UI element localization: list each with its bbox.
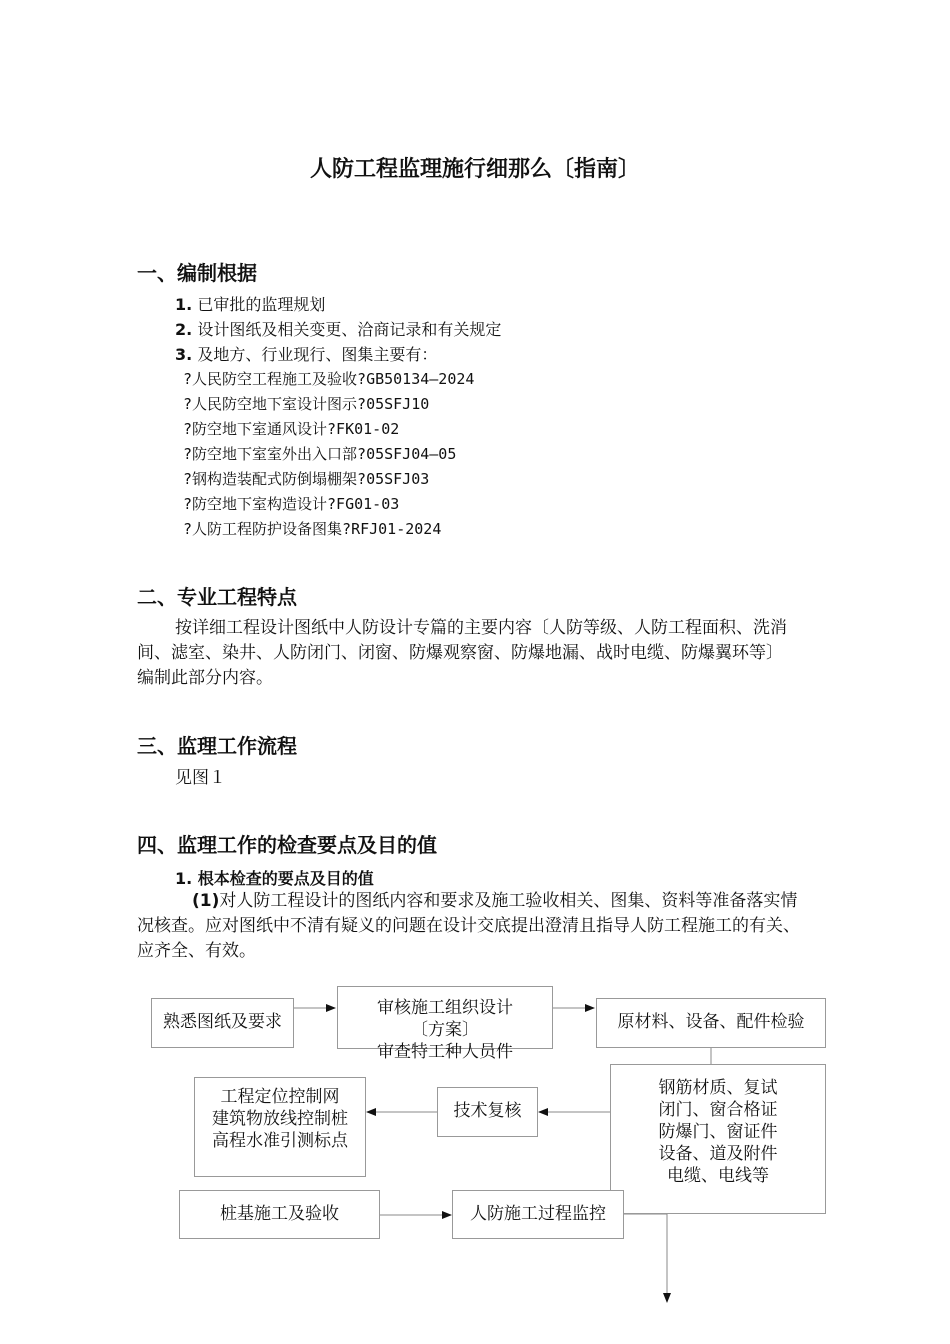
standard-item: ?人防工程防护设备图集?RFJ01-2024 — [183, 520, 442, 538]
section-heading-workflow: 三、监理工作流程 — [137, 734, 297, 758]
flow-box-material-inspection — [596, 998, 826, 1048]
flow-box-label: 闭门、窗合格证 — [658, 1100, 778, 1120]
subsection-heading: 1. 根本检查的要点及目的值 — [175, 869, 374, 888]
flow-box-process-monitoring — [452, 1190, 624, 1239]
paragraph-text: 对人防工程设计的图纸内容和要求及施工验收相关、图集、资料等准备落实情况核查。应对图纸中不清有疑义的问题在设计交底提出澄清且指导人防工程施工的有关、应齐全、有效。 — [137, 891, 800, 961]
page-title: 人防工程监理施行细那么〔指南〕 — [309, 157, 640, 182]
section-heading-checkpoints: 四、监理工作的检查要点及目的值 — [137, 833, 437, 857]
flow-box-study-drawings — [151, 998, 294, 1048]
flow-box-label: 防爆门、窗证件 — [658, 1122, 778, 1142]
standard-item: ?人民防空工程施工及验收?GB50134—2024 — [183, 370, 475, 388]
flow-box-label: 工程定位控制网 — [220, 1087, 340, 1107]
flow-box-positioning-control — [194, 1077, 366, 1177]
standard-item: ?防空地下室室外出入口部?05SFJ04—05 — [183, 445, 457, 463]
section-heading-basis: 一、编制根据 — [137, 261, 257, 285]
standard-item: ?防空地下室通风设计?FK01-02 — [183, 420, 400, 438]
standard-item: ?钢构造装配式防倒塌棚架?05SFJ03 — [183, 470, 430, 488]
flow-box-label: 钢筋材质、复试 — [658, 1078, 778, 1098]
flow-box-label: 审查特工种人员件 — [377, 1042, 513, 1062]
flow-box-label: 电缆、电线等 — [667, 1166, 769, 1186]
see-figure-text: 见图１ — [175, 768, 226, 788]
flow-box-material-details — [610, 1064, 826, 1214]
features-paragraph: 按详细工程设计图纸中人防设计专篇的主要内容〔人防等级、人防工程面积、洗消间、滤室、染井、人防闭门、闭窗、防爆观察窗、防爆地漏、战时电缆、防爆翼环等〕编制此部分内容。 — [137, 618, 787, 688]
item-text: 设计图纸及相关变更、洽商记录和有关规定 — [197, 320, 502, 339]
standard-item: ?防空地下室构造设计?FG01-03 — [183, 495, 400, 513]
arrow-8-down — [624, 1214, 667, 1302]
item-number: 1. — [175, 295, 193, 314]
section-heading-features: 二、专业工程特点 — [137, 585, 297, 609]
flow-box-label: 高程水准引测标点 — [212, 1131, 348, 1151]
flow-box-label: 人防施工过程监控 — [470, 1204, 606, 1224]
flow-box-label: 桩基施工及验收 — [220, 1204, 339, 1224]
flow-box-pile-foundation — [179, 1190, 380, 1239]
paragraph-number: (1) — [192, 891, 220, 911]
flow-box-label: 技术复核 — [453, 1101, 522, 1121]
item-text: 已审批的监理规划 — [197, 295, 326, 314]
flow-box-label: 建筑物放线控制桩 — [212, 1109, 348, 1129]
flow-box-technical-review — [437, 1087, 538, 1137]
flow-box-label: 审核施工组织设计 — [377, 998, 513, 1018]
item-text: 及地方、行业现行、图集主要有： — [197, 345, 438, 364]
flow-box-label: 熟悉图纸及要求 — [163, 1012, 282, 1032]
item-number: 3. — [175, 345, 193, 364]
flow-box-review-construction-plan — [337, 986, 553, 1062]
flow-box-label: 〔方案〕 — [411, 1020, 479, 1040]
standard-item: ?人民防空地下室设计图示?05SFJ10 — [183, 395, 430, 413]
flow-box-label: 原材料、设备、配件检验 — [617, 1012, 805, 1032]
item-number: 2. — [175, 320, 193, 339]
flow-box-label: 设备、道及附件 — [658, 1144, 778, 1164]
